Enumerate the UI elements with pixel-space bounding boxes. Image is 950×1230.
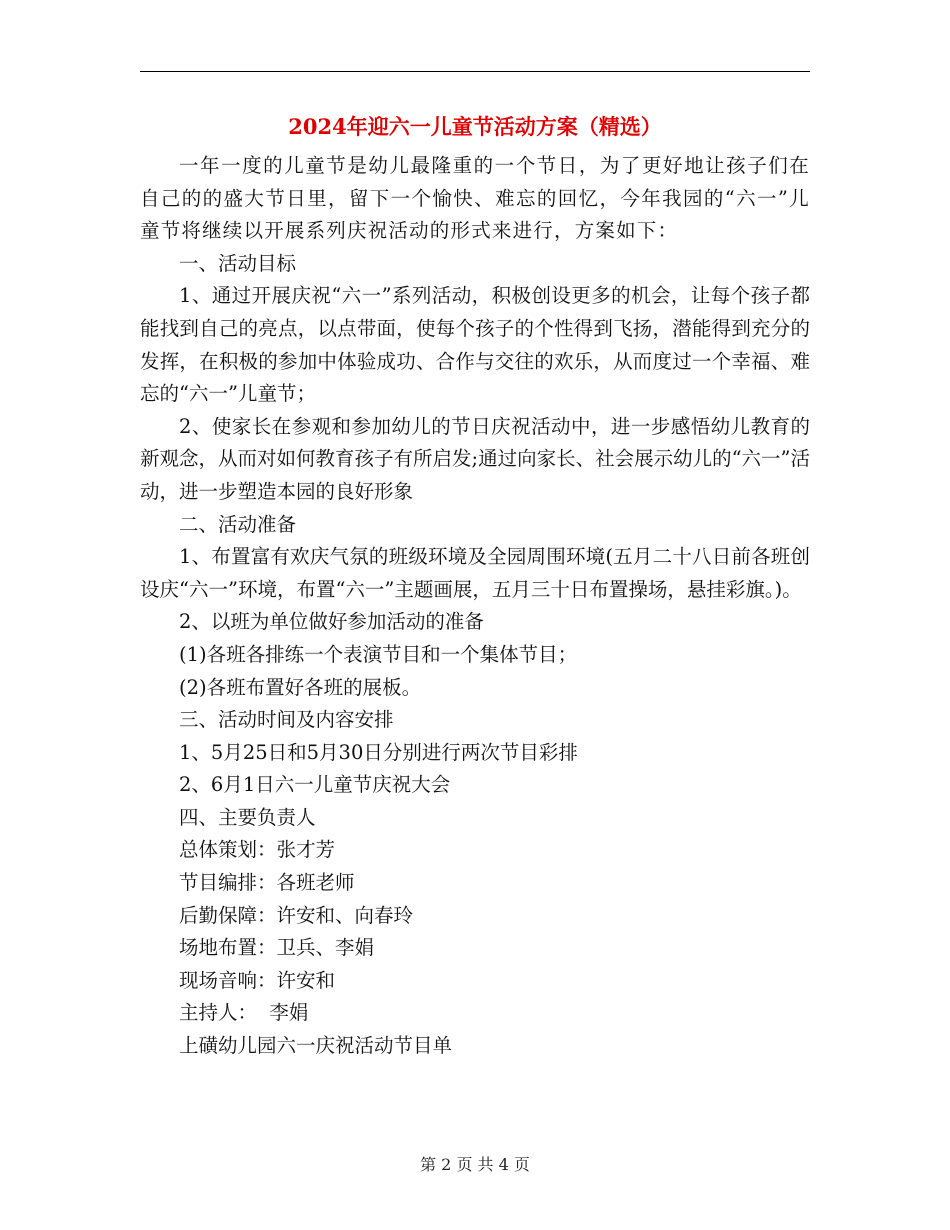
paragraph-program-list-title: 上磺幼儿园六一庆祝活动节目单 (179, 1034, 453, 1058)
heading-activity-goals: 一、活动目标 (179, 251, 297, 275)
document-title: 2024年迎六一儿童节活动方案（精选） (288, 114, 662, 139)
page-number-footer: 第 2 页 共 4 页 (420, 1155, 530, 1174)
paragraph-intro: 一年一度的儿童节是幼儿最隆重的一个节日，为了更好地让孩子们在自己的的盛大节日里，留下一个愉快、难忘的回忆，今年我园的“六一”儿童节将继续以开展系列庆祝活动的形式来进行，方案如下： (140, 154, 810, 243)
header-rule (140, 71, 810, 72)
paragraph-prep-2-item-2: (2)各班布置好各班的展板。 (179, 675, 422, 699)
paragraph-prep-1: 1、布置富有欢庆气氛的班级环境及全园周围环境(五月二十八日前各班创设庆“六一”环境，布置“六一”主题画展，五月三十日布置操场，悬挂彩旗。)。 (140, 545, 810, 601)
paragraph-host: 主持人： 李娟 (179, 1001, 309, 1025)
paragraph-schedule-2: 2、6月1日六一儿童节庆祝大会 (179, 773, 451, 797)
paragraph-prep-2-item-1: (1)各班各排练一个表演节目和一个集体节目； (179, 642, 578, 666)
paragraph-sound: 现场音响：许安和 (179, 968, 336, 992)
heading-activity-preparation: 二、活动准备 (179, 512, 297, 536)
heading-responsible-persons: 四、主要负责人 (179, 805, 316, 829)
paragraph-goal-1: 1、通过开展庆祝“六一”系列活动，积极创设更多的机会，让每个孩子都能找到自己的亮点，以点带面，使每个孩子的个性得到飞扬，潜能得到充分的发挥，在积极的参加中体验成功、合作与交往的欢乐，从而度过一个幸福、难忘的“六一”儿童节； (140, 284, 810, 406)
paragraph-goal-2: 2、使家长在参观和参加幼儿的节日庆祝活动中，进一步感悟幼儿教育的新观念，从而对如何教育孩子有所启发;通过向家长、社会展示幼儿的“六一”活动，进一步塑造本园的良好形象 (140, 414, 811, 503)
heading-schedule: 三、活动时间及内容安排 (179, 708, 394, 732)
paragraph-prep-2: 2、以班为单位做好参加活动的准备 (179, 610, 484, 634)
paragraph-venue-setup: 场地布置：卫兵、李娟 (179, 936, 375, 960)
paragraph-logistics: 后勤保障：许安和、向春玲 (179, 903, 414, 927)
paragraph-overall-planning: 总体策划：张才芳 (179, 838, 336, 862)
paragraph-schedule-1: 1、5月25日和5月30日分别进行两次节目彩排 (179, 740, 578, 764)
paragraph-program-arrangement: 节目编排：各班老师 (179, 871, 355, 895)
document-body (140, 150, 810, 1063)
